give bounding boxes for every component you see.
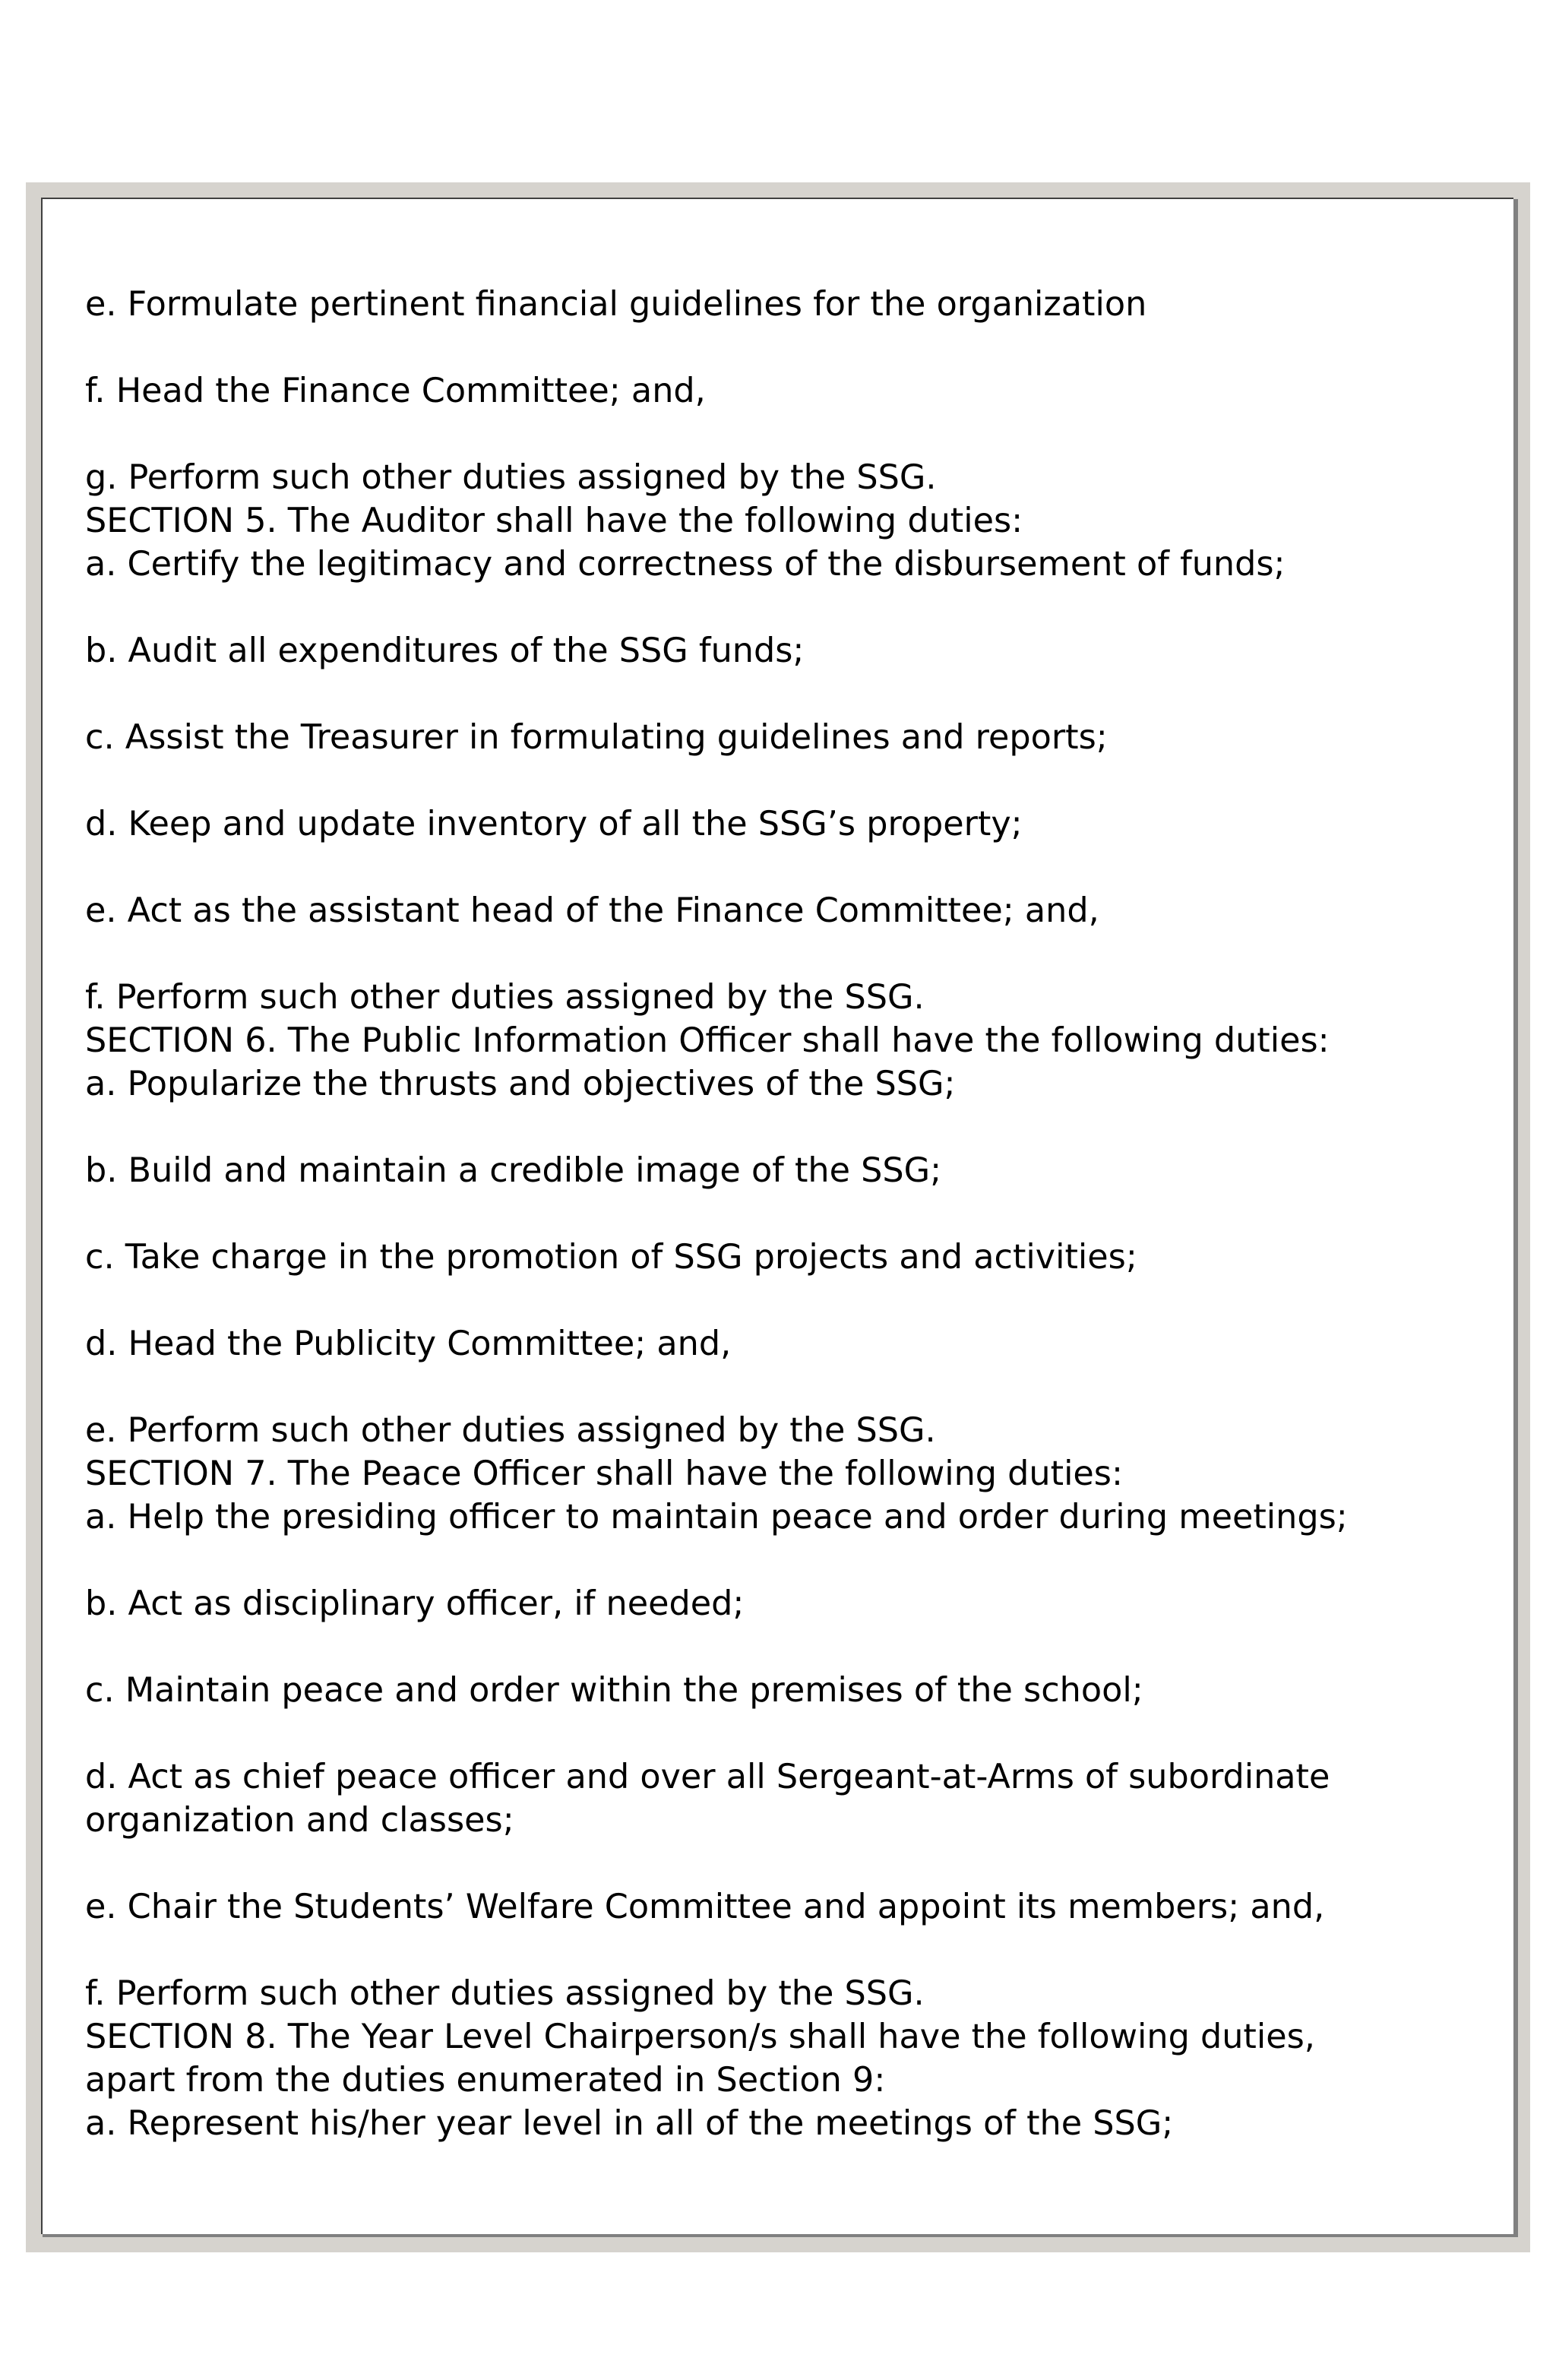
paragraph-gap [85,1279,1498,1322]
paragraph-gap [85,413,1498,456]
text-line: c. Assist the Treasurer in formulating guidelines and reports; [85,718,1108,757]
text-line: d. Head the Publicity Committee; and, [85,1325,732,1363]
text-line: apart from the duties enumerated in Section 9: [85,2061,886,2100]
text-line: f. Head the Finance Committee; and, [85,372,706,410]
text-line: SECTION 6. The Public Information Officer shall have the following duties: [85,1021,1330,1060]
text-line: f. Perform such other duties assigned by the SSG. [85,1974,925,2013]
paragraph-gap [85,1106,1498,1149]
text-line: d. Keep and update inventory of all the SSG’s property; [85,805,1023,843]
paragraph-gap [85,586,1498,629]
text-line: SECTION 7. The Peace Officer shall have the following duties: [85,1454,1123,1493]
paragraph-gap [85,1929,1498,1972]
text-line: b. Audit all expenditures of the SSG funds; [85,631,805,670]
paragraph-gap [85,1712,1498,1755]
paragraph-gap [85,759,1498,802]
text-line: SECTION 8. The Year Level Chairperson/s shall have the following duties, [85,2018,1315,2056]
text-line: c. Maintain peace and order within the premises of the school; [85,1671,1143,1710]
text-line: e. Chair the Students’ Welfare Committee and appoint its members; and, [85,1888,1325,1926]
text-line: a. Represent his/her year level in all of the meetings of the SSG; [85,2104,1174,2143]
text-line: c. Take charge in the promotion of SSG projects and activities; [85,1238,1137,1277]
text-line: organization and classes; [85,1801,514,1840]
paragraph-gap [85,1842,1498,1885]
text-line: a. Help the presiding officer to maintain peace and order during meetings; [85,1498,1348,1537]
text-line: d. Act as chief peace officer and over all Sergeant-at-Arms of subordinate [85,1758,1330,1796]
paragraph-gap [85,673,1498,716]
text-line: g. Perform such other duties assigned by the SSG. [85,458,937,497]
paragraph-gap [85,1539,1498,1582]
document-text [85,283,1498,2145]
paragraph-gap [85,846,1498,889]
paragraph-gap [85,1192,1498,1236]
paragraph-gap [85,1366,1498,1409]
text-line: e. Act as the assistant head of the Finance Committee; and, [85,891,1099,930]
text-line: b. Build and maintain a credible image of the SSG; [85,1151,942,1190]
text-line: SECTION 5. The Auditor shall have the following duties: [85,502,1023,540]
paragraph-gap [85,932,1498,976]
text-line: f. Perform such other duties assigned by the SSG. [85,978,925,1017]
paragraph-gap [85,326,1498,369]
document-page [41,198,1513,2234]
text-line: a. Certify the legitimacy and correctness of the disbursement of funds; [85,545,1286,584]
text-line: b. Act as disciplinary officer, if needed; [85,1584,745,1623]
text-line: e. Perform such other duties assigned by the SSG. [85,1411,936,1450]
text-line: e. Formulate pertinent financial guidelines for the organization [85,285,1147,324]
text-line: a. Popularize the thrusts and objectives of the SSG; [85,1065,956,1103]
paragraph-gap [85,1625,1498,1669]
